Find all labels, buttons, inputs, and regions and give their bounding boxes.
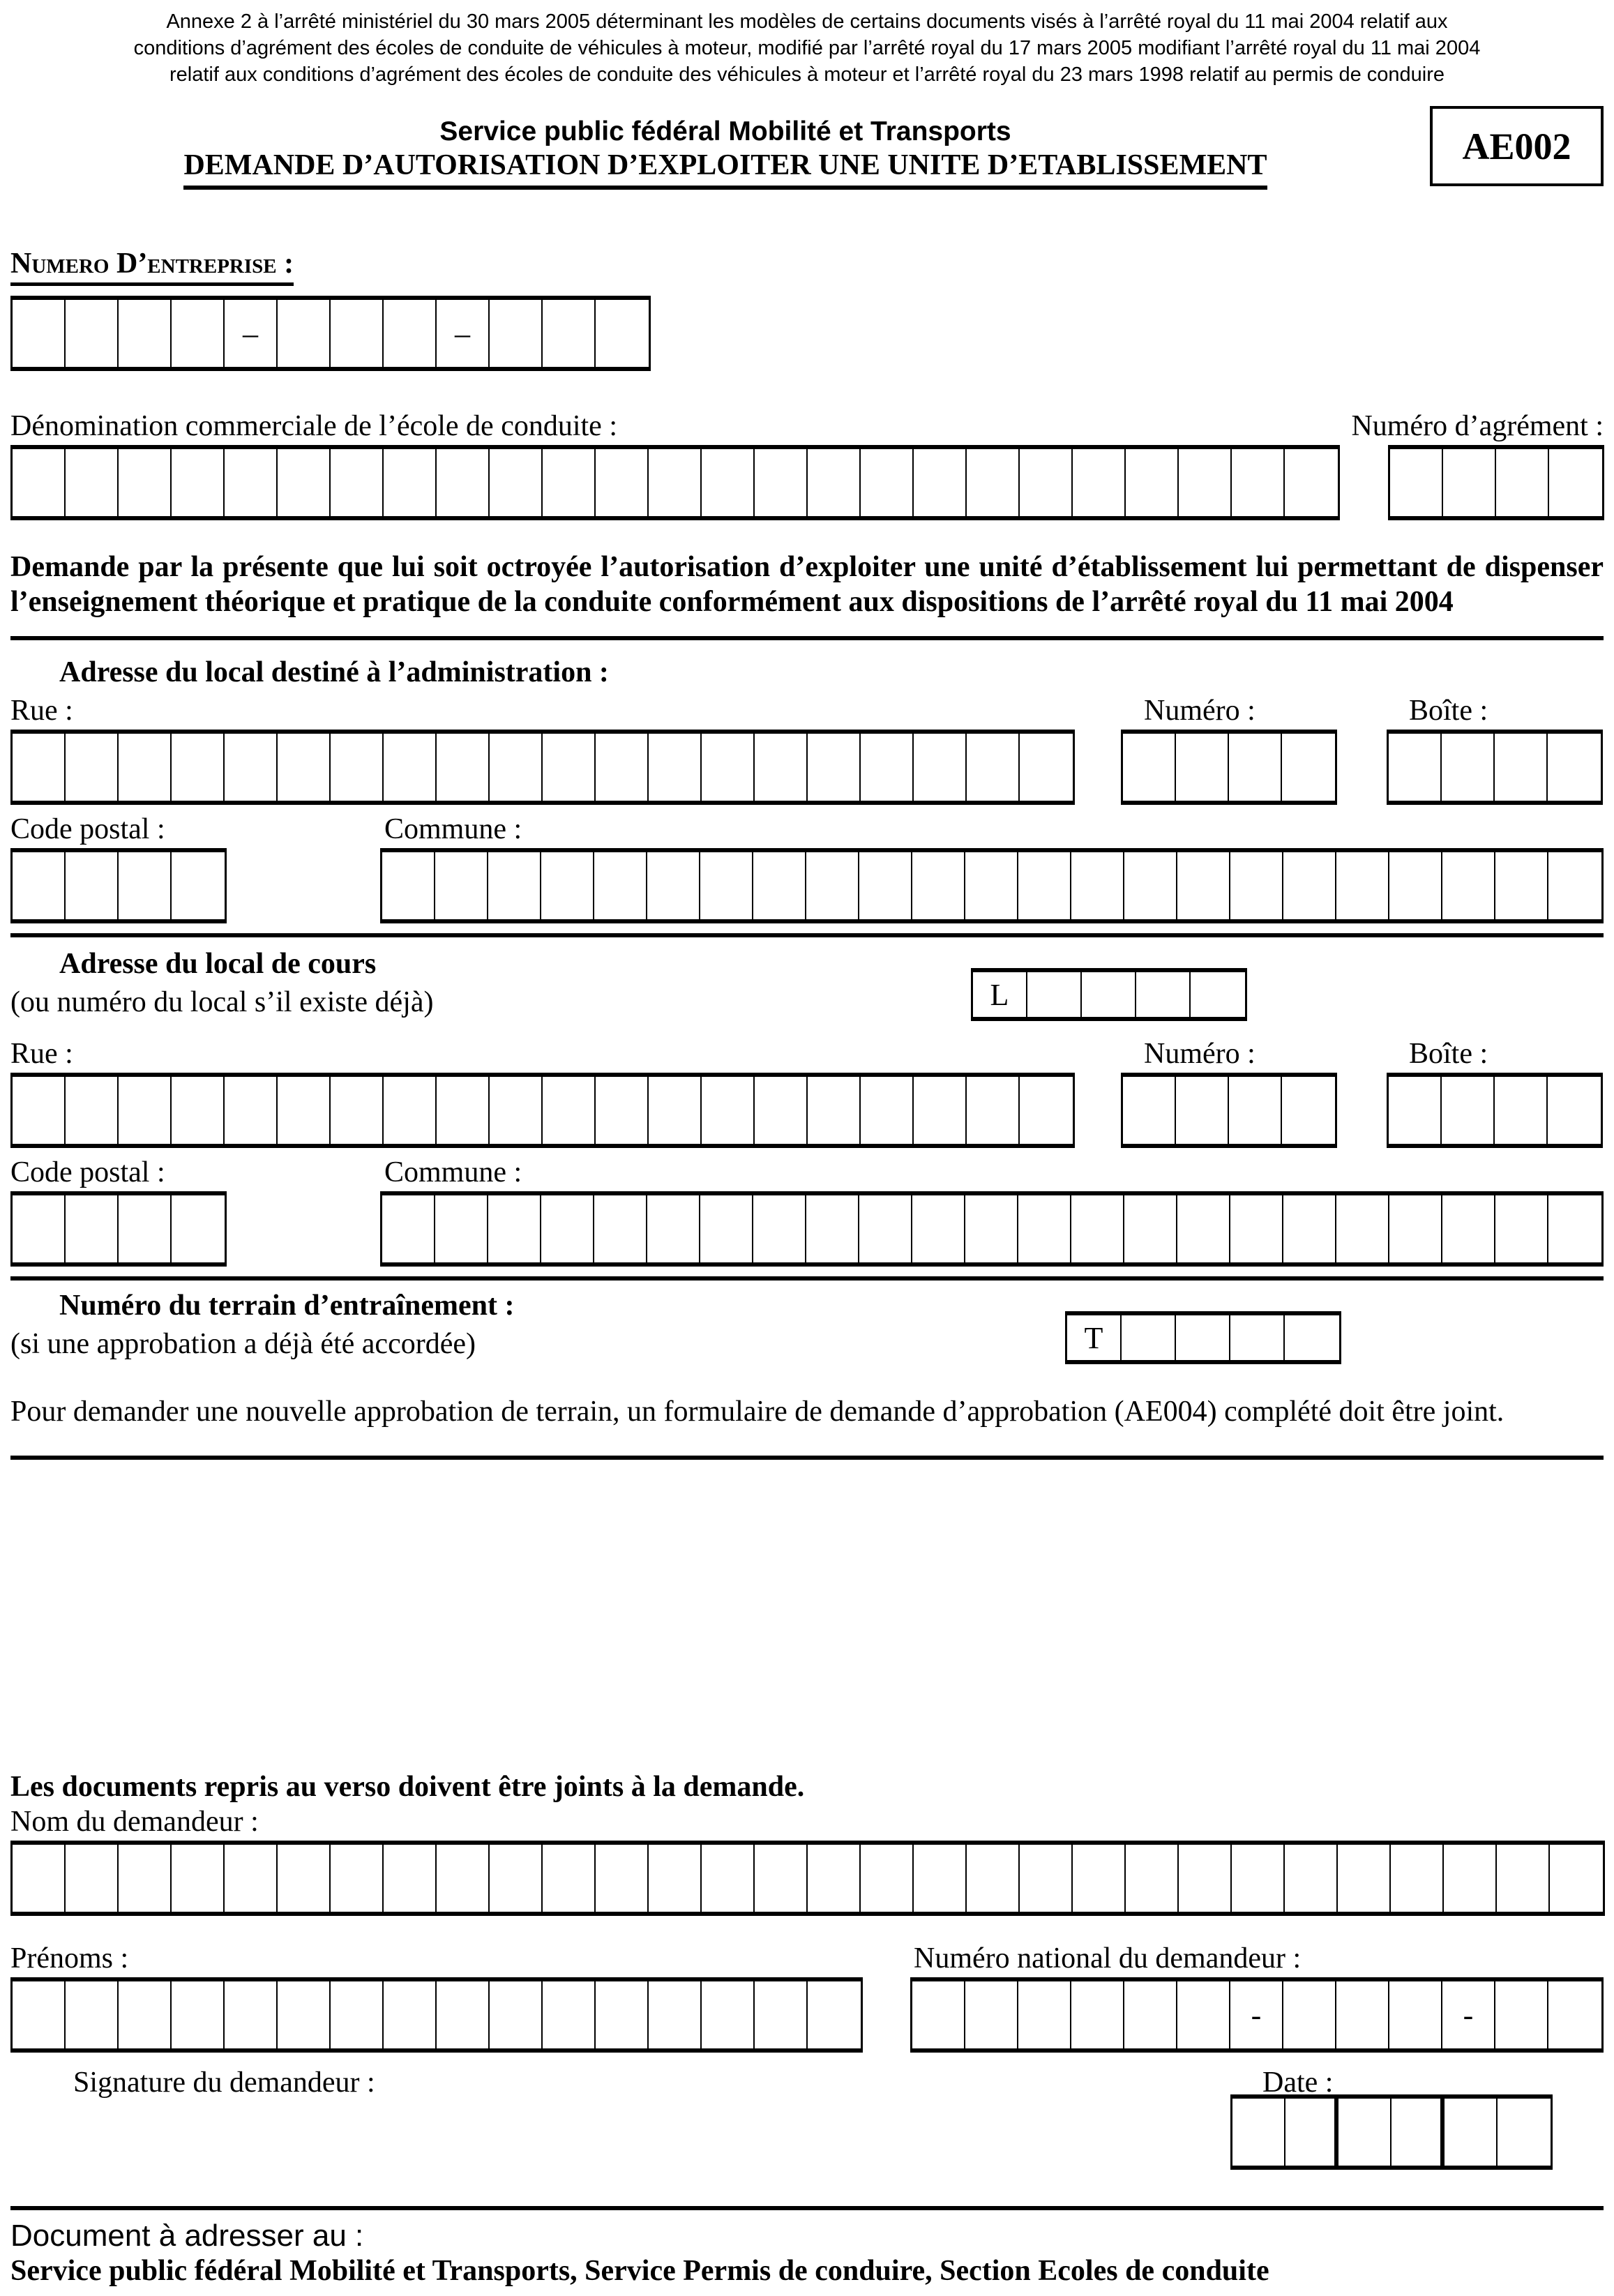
- grid-cell[interactable]: [702, 449, 755, 516]
- annex-note-line3: relatif aux conditions d’agrément des écoles de conduite des véhicules à moteur et l’arrêté royal du 23 mars 1998 relatif au permis de conduire: [169, 63, 1445, 86]
- grid-cell[interactable]: [490, 449, 543, 516]
- grid-cell[interactable]: –: [225, 300, 278, 367]
- grid-cell[interactable]: [66, 734, 119, 801]
- grid-cell[interactable]: [331, 1981, 384, 2048]
- grid-cell[interactable]: [649, 1845, 702, 1912]
- grid-cell[interactable]: [384, 734, 437, 801]
- annex-note: [10, 8, 1604, 88]
- grid-cell[interactable]: [278, 734, 331, 801]
- grid-cell[interactable]: [225, 1845, 278, 1912]
- grid-cell[interactable]: [808, 449, 861, 516]
- grid-cell[interactable]: [967, 734, 1020, 801]
- grid-cell[interactable]: [649, 449, 702, 516]
- grid-cell[interactable]: [172, 1077, 225, 1144]
- grid-cell[interactable]: [1443, 449, 1496, 516]
- grid-cell[interactable]: [1230, 1195, 1283, 1262]
- grid-cell[interactable]: [384, 1845, 437, 1912]
- numero-label: Numéro :: [1144, 695, 1255, 727]
- prenoms-grid: [10, 1977, 863, 2053]
- grid-cell[interactable]: [490, 1981, 543, 2048]
- grid-cell[interactable]: [1177, 852, 1230, 919]
- grid-cell[interactable]: [1176, 1315, 1230, 1360]
- boite-label: Boîte :: [1409, 695, 1488, 727]
- grid-cell[interactable]: [1230, 852, 1283, 919]
- terrain-note: Pour demander une nouvelle approbation de terrain, un formulaire de demande d’approbation (AE004) complété doit être joint.: [10, 1396, 1504, 1428]
- grid-cell[interactable]: [1549, 449, 1602, 516]
- grid-cell[interactable]: [647, 1195, 700, 1262]
- grid-cell[interactable]: [384, 449, 437, 516]
- separator-rule: [10, 2206, 1604, 2210]
- grid-cell[interactable]: [1282, 734, 1335, 801]
- grid-cell[interactable]: [119, 1195, 172, 1262]
- grid-cell[interactable]: [647, 852, 700, 919]
- grid-cell[interactable]: [13, 852, 66, 919]
- agrement-grid: [1388, 445, 1604, 520]
- grid-cell[interactable]: [967, 449, 1020, 516]
- grid-cell[interactable]: -: [1442, 1981, 1495, 2048]
- grid-cell[interactable]: [755, 1845, 808, 1912]
- grid-cell[interactable]: [1179, 1845, 1232, 1912]
- grid-cell[interactable]: [965, 852, 1018, 919]
- denomination-grid: [10, 445, 1340, 520]
- grid-cell[interactable]: [912, 1981, 965, 2048]
- admin-commune-grid: [380, 848, 1604, 923]
- grid-cell[interactable]: [172, 1845, 225, 1912]
- grid-cell[interactable]: [1497, 1845, 1550, 1912]
- footer-address: Service public fédéral Mobilité et Transports, Service Permis de conduire, Section Ecoles de conduite: [10, 2255, 1269, 2287]
- grid-cell[interactable]: [435, 1195, 488, 1262]
- terrain-heading: Numéro du terrain d’entraînement :: [59, 1290, 515, 1322]
- grid-cell[interactable]: [1389, 1981, 1442, 2048]
- grid-cell[interactable]: [1230, 1315, 1285, 1360]
- national-number-grid: [910, 1977, 1604, 2053]
- grid-cell[interactable]: [543, 1077, 596, 1144]
- grid-cell[interactable]: [1126, 449, 1179, 516]
- grid-cell[interactable]: [13, 1195, 66, 1262]
- verso-note: Les documents repris au verso doivent être joints à la demande.: [10, 1771, 805, 1803]
- grid-cell[interactable]: [594, 1195, 647, 1262]
- grid-cell[interactable]: [1548, 1981, 1601, 2048]
- grid-cell[interactable]: [702, 1845, 755, 1912]
- grid-cell[interactable]: [1176, 1077, 1229, 1144]
- grid-cell[interactable]: [859, 1195, 912, 1262]
- grid-cell[interactable]: [437, 1077, 490, 1144]
- grid-cell[interactable]: [490, 300, 543, 367]
- grid-cell[interactable]: [172, 734, 225, 801]
- grid-cell[interactable]: [649, 1981, 702, 2048]
- grid-cell[interactable]: L: [973, 972, 1027, 1017]
- enterprise-number-label: Numero D’entreprise :: [10, 247, 294, 286]
- grid-cell[interactable]: [967, 1077, 1020, 1144]
- grid-cell[interactable]: [1283, 1981, 1336, 2048]
- grid-cell[interactable]: [1018, 1195, 1071, 1262]
- grid-cell[interactable]: [1020, 734, 1073, 801]
- grid-cell[interactable]: [384, 1077, 437, 1144]
- grid-cell[interactable]: [861, 1077, 914, 1144]
- grid-cell[interactable]: [1389, 1077, 1442, 1144]
- grid-cell[interactable]: [755, 734, 808, 801]
- boite-label: Boîte :: [1409, 1038, 1488, 1070]
- grid-cell[interactable]: [1124, 1981, 1177, 2048]
- grid-cell[interactable]: [596, 449, 649, 516]
- grid-cell[interactable]: [1232, 2099, 1285, 2166]
- commune-label: Commune :: [384, 1156, 522, 1188]
- grid-cell[interactable]: [13, 1077, 66, 1144]
- request-paragraph: Demande par la présente que lui soit octroyée l’autorisation d’exploiter une unité d’établissement lui permettant de dispenser l’enseignement théorique et pratique de la conduite conformément aux dispositions de l’arrêté royal du 11 mai 2004: [10, 551, 1604, 618]
- grid-cell[interactable]: [1389, 852, 1442, 919]
- grid-cell[interactable]: [382, 852, 435, 919]
- grid-cell[interactable]: [596, 1077, 649, 1144]
- admin-rue-grid: [10, 730, 1075, 805]
- grid-cell[interactable]: [488, 1195, 541, 1262]
- grid-cell[interactable]: [1282, 1077, 1335, 1144]
- grid-cell[interactable]: [331, 1845, 384, 1912]
- rue-label: Rue :: [10, 1038, 73, 1070]
- annex-note-line1: Annexe 2 à l’arrêté ministériel du 30 mars 2005 déterminant les modèles de certains documents visés à l’arrêté royal du 11 mai 2004 relatif aux: [166, 10, 1448, 33]
- grid-cell[interactable]: [1548, 1077, 1601, 1144]
- date-grid: [1230, 2094, 1553, 2170]
- grid-cell[interactable]: [1020, 1077, 1073, 1144]
- grid-cell[interactable]: [119, 449, 172, 516]
- grid-cell[interactable]: [437, 734, 490, 801]
- course-cp-grid: [10, 1191, 227, 1267]
- prenoms-label: Prénoms :: [10, 1942, 129, 1974]
- grid-cell[interactable]: [1389, 734, 1442, 801]
- nom-label: Nom du demandeur :: [10, 1806, 259, 1838]
- grid-cell[interactable]: [967, 1845, 1020, 1912]
- grid-cell[interactable]: [1548, 734, 1601, 801]
- grid-cell[interactable]: [172, 449, 225, 516]
- title-block: [10, 116, 1604, 206]
- grid-cell[interactable]: [384, 1981, 437, 2048]
- grid-cell[interactable]: [543, 1845, 596, 1912]
- course-address-subnote: (ou numéro du local s’il existe déjà): [10, 986, 434, 1018]
- grid-cell[interactable]: [1020, 1845, 1073, 1912]
- form-code: AE002: [1462, 125, 1571, 167]
- grid-cell[interactable]: [1495, 1195, 1548, 1262]
- grid-cell[interactable]: [1073, 449, 1126, 516]
- grid-cell[interactable]: [278, 449, 331, 516]
- grid-cell[interactable]: [702, 1981, 755, 2048]
- grid-cell[interactable]: [225, 1981, 278, 2048]
- grid-cell[interactable]: [66, 1981, 119, 2048]
- grid-cell[interactable]: [543, 449, 596, 516]
- grid-cell[interactable]: [1124, 852, 1177, 919]
- course-address-heading: Adresse du local de cours: [59, 948, 377, 980]
- grid-cell[interactable]: [594, 852, 647, 919]
- grid-cell[interactable]: [806, 852, 859, 919]
- grid-cell[interactable]: [119, 1845, 172, 1912]
- grid-cell[interactable]: [331, 1077, 384, 1144]
- grid-cell[interactable]: [755, 1981, 808, 2048]
- code-postal-label: Code postal :: [10, 1156, 165, 1188]
- grid-cell[interactable]: [755, 1077, 808, 1144]
- grid-cell[interactable]: [1123, 734, 1176, 801]
- grid-cell[interactable]: [1498, 2099, 1551, 2166]
- separator-rule: [10, 636, 1604, 640]
- grid-cell[interactable]: [172, 1981, 225, 2048]
- grid-cell[interactable]: [1391, 1845, 1444, 1912]
- grid-cell[interactable]: [1179, 449, 1232, 516]
- grid-cell[interactable]: [1232, 1845, 1285, 1912]
- grid-cell[interactable]: [1442, 734, 1495, 801]
- grid-cell[interactable]: [543, 734, 596, 801]
- grid-cell[interactable]: [1122, 1315, 1176, 1360]
- grid-cell[interactable]: [119, 852, 172, 919]
- grid-cell[interactable]: [437, 1845, 490, 1912]
- grid-cell[interactable]: [488, 852, 541, 919]
- grid-cell[interactable]: -: [1230, 1981, 1283, 2048]
- grid-cell[interactable]: [13, 734, 66, 801]
- admin-boite-grid: [1387, 730, 1603, 805]
- grid-cell[interactable]: [66, 449, 119, 516]
- grid-cell[interactable]: [806, 1195, 859, 1262]
- grid-cell[interactable]: [119, 1077, 172, 1144]
- grid-cell[interactable]: [808, 1981, 861, 2048]
- grid-cell[interactable]: [13, 300, 66, 367]
- grid-cell[interactable]: [755, 449, 808, 516]
- grid-cell[interactable]: [541, 852, 594, 919]
- grid-cell[interactable]: [1124, 1195, 1177, 1262]
- grid-cell[interactable]: [912, 852, 965, 919]
- grid-cell[interactable]: [1285, 1315, 1339, 1360]
- grid-cell[interactable]: [914, 734, 967, 801]
- grid-cell[interactable]: [1027, 972, 1082, 1017]
- grid-cell[interactable]: [914, 1077, 967, 1144]
- admin-address-heading: Adresse du local destiné à l’administration :: [59, 656, 609, 688]
- grid-cell[interactable]: [808, 1077, 861, 1144]
- grid-cell[interactable]: [541, 1195, 594, 1262]
- grid-cell[interactable]: [1176, 734, 1229, 801]
- admin-cp-grid: [10, 848, 227, 923]
- grid-cell[interactable]: [1285, 449, 1338, 516]
- grid-cell[interactable]: [861, 734, 914, 801]
- grid-cell[interactable]: [384, 300, 437, 367]
- terrain-number-grid: [1065, 1311, 1341, 1364]
- grid-cell[interactable]: [66, 1845, 119, 1912]
- grid-cell[interactable]: [808, 1845, 861, 1912]
- grid-cell[interactable]: [382, 1195, 435, 1262]
- grid-cell[interactable]: [700, 852, 753, 919]
- grid-cell[interactable]: [861, 449, 914, 516]
- grid-cell[interactable]: [1020, 449, 1073, 516]
- grid-cell[interactable]: [861, 1845, 914, 1912]
- grid-cell[interactable]: [1232, 449, 1285, 516]
- grid-cell[interactable]: [1442, 1077, 1495, 1144]
- grid-cell[interactable]: [596, 734, 649, 801]
- grid-cell[interactable]: [914, 1845, 967, 1912]
- grid-cell[interactable]: [1444, 1845, 1497, 1912]
- grid-cell[interactable]: [1071, 852, 1124, 919]
- grid-cell[interactable]: [1548, 1195, 1601, 1262]
- grid-cell[interactable]: [753, 852, 806, 919]
- local-number-grid: [971, 968, 1247, 1021]
- course-boite-grid: [1387, 1073, 1603, 1148]
- terrain-subnote: (si une approbation a déjà été accordée): [10, 1328, 476, 1360]
- grid-cell[interactable]: [1126, 1845, 1179, 1912]
- grid-cell[interactable]: [1177, 1981, 1230, 2048]
- grid-cell[interactable]: [1548, 852, 1601, 919]
- course-numero-grid: [1121, 1073, 1337, 1148]
- grid-cell[interactable]: [1336, 1195, 1389, 1262]
- grid-cell[interactable]: [66, 1195, 119, 1262]
- code-postal-label: Code postal :: [10, 813, 165, 845]
- grid-cell[interactable]: [1495, 1077, 1548, 1144]
- grid-cell[interactable]: [1018, 1981, 1071, 2048]
- grid-cell[interactable]: [331, 300, 384, 367]
- grid-cell[interactable]: [331, 449, 384, 516]
- grid-cell[interactable]: [1390, 449, 1443, 516]
- grid-cell[interactable]: [490, 1077, 543, 1144]
- grid-cell[interactable]: [1123, 1077, 1176, 1144]
- grid-cell[interactable]: [437, 1981, 490, 2048]
- grid-cell[interactable]: [13, 449, 66, 516]
- rue-label: Rue :: [10, 695, 73, 727]
- grid-cell[interactable]: [278, 1981, 331, 2048]
- grid-cell[interactable]: [119, 1981, 172, 2048]
- grid-cell[interactable]: [172, 300, 225, 367]
- grid-cell[interactable]: [1338, 2099, 1391, 2166]
- grid-cell[interactable]: [172, 1195, 225, 1262]
- grid-cell[interactable]: [649, 1077, 702, 1144]
- grid-cell[interactable]: [1338, 1845, 1391, 1912]
- separator-rule: [10, 1276, 1604, 1281]
- grid-cell[interactable]: [808, 734, 861, 801]
- grid-cell[interactable]: [119, 734, 172, 801]
- grid-cell[interactable]: [596, 300, 649, 367]
- grid-cell[interactable]: [13, 1981, 66, 2048]
- footer-intro: Document à adresser au :: [10, 2219, 364, 2253]
- grid-cell[interactable]: [13, 1845, 66, 1912]
- grid-cell[interactable]: [1191, 972, 1245, 1017]
- grid-cell[interactable]: [437, 449, 490, 516]
- grid-cell[interactable]: [1495, 852, 1548, 919]
- course-commune-grid: [380, 1191, 1604, 1267]
- separator-rule: [10, 1456, 1604, 1460]
- date-label: Date :: [1262, 2067, 1334, 2099]
- nom-grid: [10, 1841, 1605, 1916]
- grid-cell[interactable]: [490, 734, 543, 801]
- grid-cell[interactable]: T: [1067, 1315, 1122, 1360]
- grid-cell[interactable]: [1442, 852, 1495, 919]
- grid-cell[interactable]: –: [437, 300, 490, 367]
- grid-cell[interactable]: [914, 449, 967, 516]
- grid-cell[interactable]: [1283, 1195, 1336, 1262]
- grid-cell[interactable]: [1550, 1845, 1603, 1912]
- grid-cell[interactable]: [1136, 972, 1191, 1017]
- grid-cell[interactable]: [596, 1845, 649, 1912]
- grid-cell[interactable]: [435, 852, 488, 919]
- grid-cell[interactable]: [225, 449, 278, 516]
- grid-cell[interactable]: [1071, 1195, 1124, 1262]
- grid-cell[interactable]: [912, 1195, 965, 1262]
- grid-cell[interactable]: [278, 1077, 331, 1144]
- admin-numero-grid: [1121, 730, 1337, 805]
- enterprise-number-grid: [10, 296, 651, 371]
- grid-cell[interactable]: [278, 1845, 331, 1912]
- grid-cell[interactable]: [66, 1077, 119, 1144]
- annex-note-line2: conditions d’agrément des écoles de conduite de véhicules à moteur, modifié par l’arrêté royal du 17 mars 2005 modifiant l’arrêté royal du 11 mai 2004: [133, 37, 1481, 59]
- grid-cell[interactable]: [1285, 1845, 1338, 1912]
- grid-cell[interactable]: [543, 1981, 596, 2048]
- grid-cell[interactable]: [700, 1195, 753, 1262]
- course-rue-grid: [10, 1073, 1075, 1148]
- grid-cell[interactable]: [1071, 1981, 1124, 2048]
- grid-cell[interactable]: [753, 1195, 806, 1262]
- grid-cell[interactable]: [1445, 2099, 1498, 2166]
- grid-cell[interactable]: [1018, 852, 1071, 919]
- form-title: DEMANDE D’AUTORISATION D’EXPLOITER UNE UNITE D’ETABLISSEMENT: [183, 148, 1267, 190]
- grid-cell[interactable]: [965, 1195, 1018, 1262]
- grid-cell[interactable]: [66, 852, 119, 919]
- grid-cell[interactable]: [1336, 852, 1389, 919]
- grid-cell[interactable]: [490, 1845, 543, 1912]
- numero-label: Numéro :: [1144, 1038, 1255, 1070]
- grid-cell[interactable]: [1082, 972, 1136, 1017]
- denomination-label: Dénomination commerciale de l’école de conduite :: [10, 410, 617, 442]
- grid-cell[interactable]: [1442, 1195, 1495, 1262]
- grid-cell[interactable]: [1389, 1195, 1442, 1262]
- grid-cell[interactable]: [543, 300, 596, 367]
- grid-cell[interactable]: [702, 1077, 755, 1144]
- grid-cell[interactable]: [1177, 1195, 1230, 1262]
- grid-cell[interactable]: [1391, 2099, 1445, 2166]
- grid-cell[interactable]: [596, 1981, 649, 2048]
- separator-rule: [10, 933, 1604, 937]
- grid-cell[interactable]: [172, 852, 225, 919]
- grid-cell[interactable]: [1283, 852, 1336, 919]
- form-code-box: [1430, 106, 1604, 186]
- grid-cell[interactable]: [702, 734, 755, 801]
- agrement-label: Numéro d’agrément :: [1351, 410, 1604, 442]
- grid-cell[interactable]: [1285, 2099, 1338, 2166]
- grid-cell[interactable]: [1229, 734, 1282, 801]
- grid-cell[interactable]: [278, 300, 331, 367]
- commune-label: Commune :: [384, 813, 522, 845]
- grid-cell[interactable]: [1336, 1981, 1389, 2048]
- signature-label: Signature du demandeur :: [73, 2067, 375, 2099]
- grid-cell[interactable]: [119, 300, 172, 367]
- national-number-label: Numéro national du demandeur :: [914, 1942, 1302, 1974]
- grid-cell[interactable]: [1495, 1981, 1548, 2048]
- grid-cell[interactable]: [1073, 1845, 1126, 1912]
- grid-cell[interactable]: [66, 300, 119, 367]
- grid-cell[interactable]: [965, 1981, 1018, 2048]
- grid-cell[interactable]: [225, 734, 278, 801]
- grid-cell[interactable]: [225, 1077, 278, 1144]
- grid-cell[interactable]: [1229, 1077, 1282, 1144]
- grid-cell[interactable]: [331, 734, 384, 801]
- grid-cell[interactable]: [649, 734, 702, 801]
- grid-cell[interactable]: [1496, 449, 1549, 516]
- grid-cell[interactable]: [1495, 734, 1548, 801]
- grid-cell[interactable]: [859, 852, 912, 919]
- service-title: Service public fédéral Mobilité et Transports: [439, 116, 1011, 146]
